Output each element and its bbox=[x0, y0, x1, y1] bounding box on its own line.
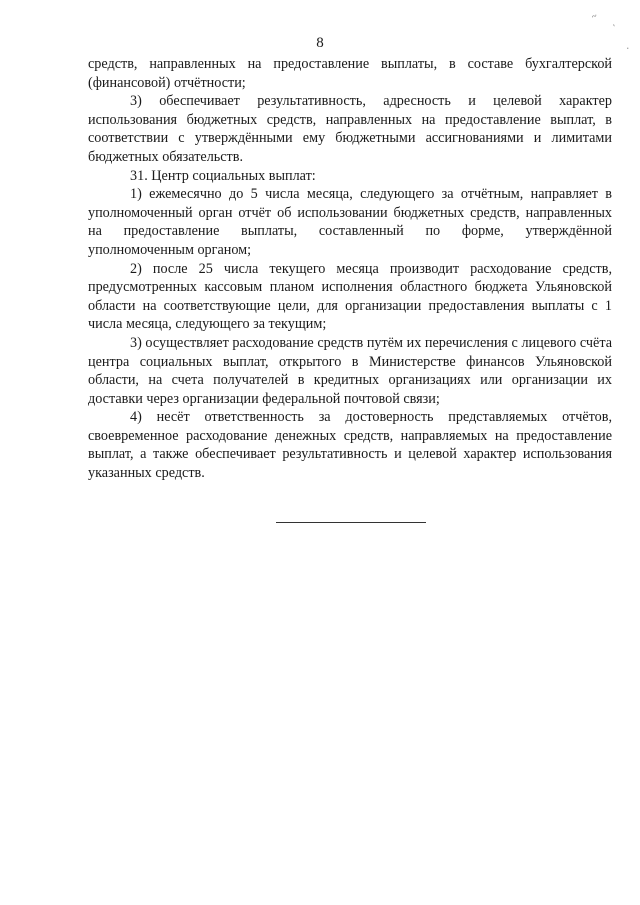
scan-artifact-mark: · bbox=[623, 43, 633, 53]
paragraph-item-3-transfer: 3) осуществляет расходование средств путём их перечисления с лицевого счёта центра социальных выплат, открытого в Министерстве финансов Ульяновской области, на счета получателей в кредитных организациях или организации их доставки через организации федеральной почтовой связи; bbox=[88, 334, 612, 407]
scan-artifact-mark: ~ bbox=[590, 10, 599, 22]
paragraph-continuation: средств, направленных на предоставление выплаты, в составе бухгалтерской (финансовой) отчётности; bbox=[88, 56, 612, 91]
paragraph-item-1: 1) ежемесячно до 5 числа месяца, следующего за отчётным, направляет в уполномоченный орган отчёт об использовании бюджетных средств, направленных на предоставление выплаты, составленный по форме, утверждённой уполномоченным органом; bbox=[88, 186, 612, 258]
page-number: 8 bbox=[316, 35, 324, 51]
scan-artifact-mark: ‵ bbox=[610, 22, 616, 34]
paragraph-item-2: 2) после 25 числа текущего месяца производит расходование средств, предусмотренных кассовым планом исполнения областного бюджета Ульяновской области на соответствующие цели, для организации предоставления выплаты с 1 числа месяца, следующего за текущим; bbox=[88, 260, 612, 333]
document-body bbox=[88, 55, 612, 483]
end-separator-line bbox=[276, 522, 426, 523]
paragraph-item-3: 3) обеспечивает результативность, адресность и целевой характер использования бюджетных средств, направленных на предоставление выплат, в соответствии с утверждёнными ему бюджетными ассигнованиями и лимитами бюджетных обязательств. bbox=[88, 93, 612, 165]
paragraph-section-31-heading: 31. Центр социальных выплат: bbox=[130, 167, 316, 184]
paragraph-item-4: 4) несёт ответственность за достоверность представляемых отчётов, своевременное расходование денежных средств, направляемых на предоставление выплат, а также обеспечивает результативность и целевой характер использования указанных средств. bbox=[88, 409, 612, 482]
